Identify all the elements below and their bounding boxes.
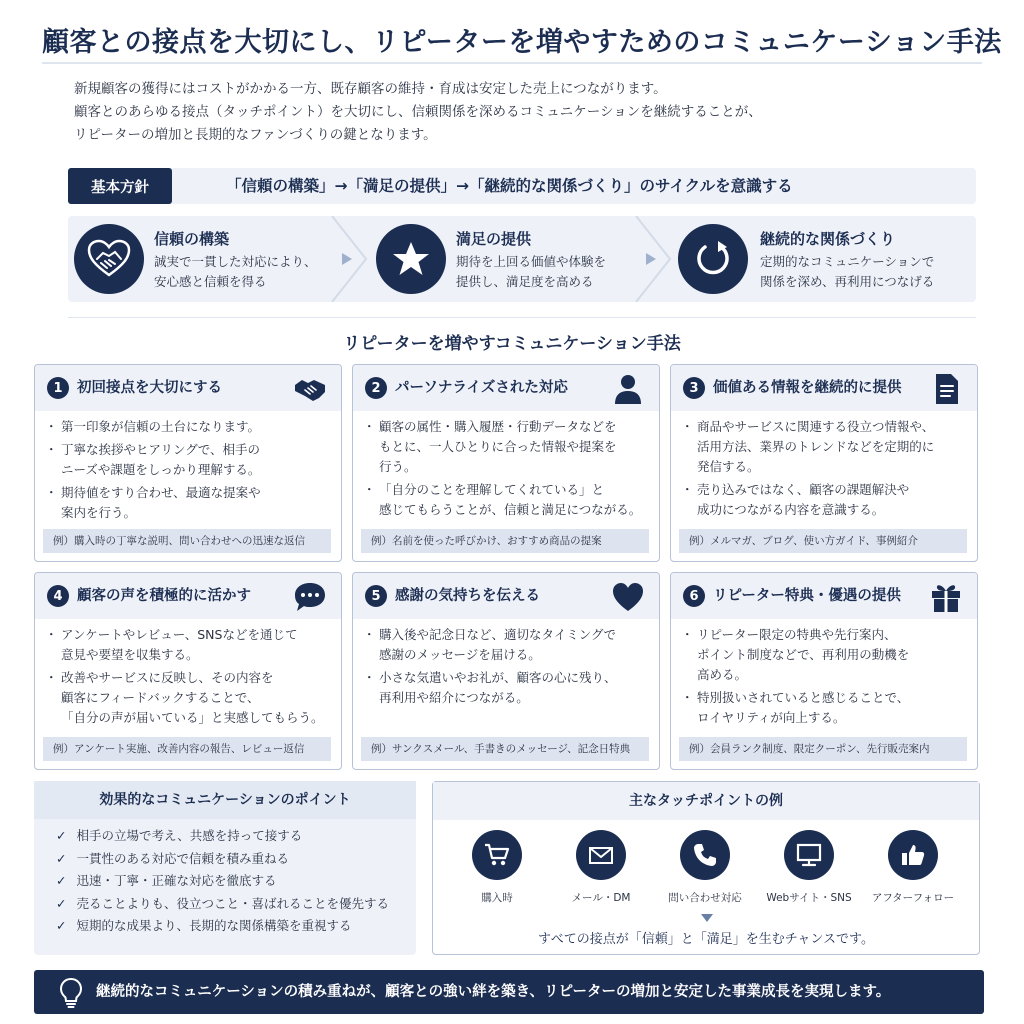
card-header (671, 573, 977, 619)
cycle-desc-line: 安心感と信頼を得る (154, 274, 267, 289)
handshake-heart-icon (74, 224, 144, 294)
method-card-6 (670, 572, 978, 770)
card-header (671, 365, 977, 411)
card-bullet: ・ 購入後や記念日など、適切なタイミングで 感謝のメッセージを届ける。 (367, 625, 657, 665)
policy-label: 基本方針 (68, 168, 172, 204)
intro-line: 新規顧客の獲得にはコストがかかる一方、既存顧客の維持・育成は安定した売上につながります。 (74, 81, 667, 97)
touchpoint-inquiry (655, 830, 755, 905)
touchpoint-label: 問い合わせ対応 (668, 892, 742, 904)
cycle-desc-line: 関係を深め、再利用につなげる (760, 274, 935, 289)
point-item: ✓ 売ることよりも、役立つこと・喜ばれることを優先する (56, 895, 389, 911)
card-bullet: ・ 第一印象が信頼の土台になります。 (49, 417, 339, 437)
policy-text: 「信頼の構築」→「満足の提供」→「継続的な関係づくり」のサイクルを意識する (226, 177, 793, 195)
thumbs-up-icon (888, 830, 938, 880)
check-icon: ✓ (56, 895, 67, 911)
card-example: 例）会員ランク制度、限定クーポン、先行販売案内 (679, 737, 967, 761)
banner-text: 継続的なコミュニケーションの積み重ねが、顧客との強い絆を築き、リピーターの増加と安定した事業成長を実現します。 (96, 984, 891, 1000)
card-body (367, 417, 657, 523)
cycle-title: 信頼の構築 (154, 230, 230, 248)
card-example: 例）購入時の丁寧な説明、問い合わせへの迅速な返信 (43, 529, 331, 553)
touchpoint-label: 購入時 (481, 892, 513, 904)
method-card-5 (352, 572, 660, 770)
chevron-right-icon (634, 216, 674, 302)
handshake-icon (293, 372, 327, 406)
card-bullet: ・ 小さな気遣いやお礼が、顧客の心に残り、 再利用や紹介につながる。 (367, 668, 657, 708)
policy-bar (68, 168, 976, 204)
card-bullet: ・ アンケートやレビュー、SNSなどを通じて 意見や要望を収集する。 (49, 625, 339, 665)
card-example: 例）アンケート実施、改善内容の報告、レビュー返信 (43, 737, 331, 761)
card-number: 5 (365, 585, 387, 607)
chevron-right-icon (330, 216, 370, 302)
touchpoint-purchase (447, 830, 547, 905)
person-icon (611, 372, 645, 406)
point-item: ✓ 短期的な成果より、長期的な関係構築を重視する (56, 918, 352, 933)
document-icon (929, 372, 963, 406)
cycle-desc-line: 提供し、満足度を高める (456, 274, 594, 289)
cycle-desc (154, 252, 317, 292)
cycle-step-satisfaction (374, 216, 664, 302)
card-header (35, 365, 341, 411)
card-title: 初回接点を大切にする (77, 380, 222, 396)
method-card-2 (352, 364, 660, 562)
triangle-down-icon (701, 914, 713, 922)
page-title: 顧客との接点を大切にし、リピーターを増やすためのコミュニケーション手法 (42, 27, 1002, 58)
card-header (353, 365, 659, 411)
intro-line: 顧客とのあらゆる接点（タッチポイント）を大切にし、信頼関係を深めるコミュニケーションを継続することが、 (74, 104, 762, 120)
cycle-panel (68, 216, 976, 302)
card-number: 4 (47, 585, 69, 607)
intro-text (74, 78, 954, 147)
card-example: 例）サンクスメール、手書きのメッセージ、記念日特典 (361, 737, 649, 761)
card-header (353, 573, 659, 619)
card-body (49, 625, 339, 731)
card-header (35, 573, 341, 619)
card-body (685, 625, 975, 731)
conclusion-banner (34, 970, 984, 1014)
monitor-icon (784, 830, 834, 880)
cycle-desc-line: 定期的なコミュニケーションで (760, 254, 935, 269)
touchpoints-panel (432, 781, 980, 955)
points-list (56, 825, 389, 938)
card-bullet: ・ 特別扱いされていると感じることで、 ロイヤリティが向上する。 (685, 688, 975, 728)
speech-bubble-icon (293, 580, 327, 614)
cycle-desc (760, 252, 934, 292)
mail-icon (576, 830, 626, 880)
cycle-step-relationship (674, 216, 974, 302)
points-title: 効果的なコミュニケーションのポイント (34, 781, 416, 819)
lightbulb-icon (56, 976, 86, 1008)
touchpoint-aftercare (863, 830, 963, 905)
touchpoint-label: メール・DM (571, 892, 631, 904)
card-bullet: ・ 顧客の属性・購入履歴・行動データなどを もとに、一人ひとりに合った情報や提案を 行う。 (367, 417, 657, 477)
card-bullet: ・ 商品やサービスに関連する役立つ情報や、 活用方法、業界のトレンドなどを定期的に 発信する。 (685, 417, 975, 477)
touchpoint-label: アフターフォロー (871, 892, 955, 904)
card-title: 顧客の声を積極的に活かす (77, 588, 251, 604)
touchpoint-label: Webサイト・SNS (766, 892, 852, 904)
section-divider (68, 317, 976, 318)
method-card-3 (670, 364, 978, 562)
method-card-1 (34, 364, 342, 562)
star-icon (376, 224, 446, 294)
touchpoint-web (759, 830, 859, 905)
touchpoints-title: 主なタッチポイントの例 (433, 782, 979, 820)
card-example: 例）メルマガ、ブログ、使い方ガイド、事例紹介 (679, 529, 967, 553)
card-title: パーソナライズされた対応 (395, 380, 568, 396)
cart-icon (472, 830, 522, 880)
card-body (367, 625, 657, 711)
cycle-desc-line: 誠実で一貫した対応により、 (154, 254, 317, 269)
gift-icon (929, 580, 963, 614)
title-divider (42, 62, 982, 64)
cycle-desc (456, 252, 606, 292)
heart-icon (611, 580, 645, 614)
card-number: 2 (365, 377, 387, 399)
intro-line: リピーターの増加と長期的なファンづくりの鍵となります。 (74, 127, 437, 143)
point-item: ✓ 相手の立場で考え、共感を持って接する (56, 828, 303, 843)
touchpoints-footer: すべての接点が「信頼」と「満足」を生むチャンスです。 (538, 932, 874, 947)
methods-title: リピーターを増やすコミュニケーション手法 (343, 334, 681, 354)
point-item: ✓ 一貫性のある対応で信頼を積み重ねる (56, 850, 289, 866)
card-bullet: ・ 丁寧な挨拶やヒアリングで、相手の ニーズや課題をしっかり理解する。 (49, 440, 339, 480)
phone-icon (680, 830, 730, 880)
card-number: 6 (683, 585, 705, 607)
card-bullet: ・ リピーター限定の特典や先行案内、 ポイント制度などで、再利用の動機を 高める。 (685, 625, 975, 685)
point-item: ✓ 迅速・丁寧・正確な対応を徹底する (56, 873, 277, 888)
method-card-4 (34, 572, 342, 770)
card-bullet: ・ 期待値をすり合わせ、最適な提案や 案内を行う。 (49, 483, 339, 523)
points-panel (34, 781, 416, 955)
cycle-title: 継続的な関係づくり (760, 230, 896, 248)
cycle-title: 満足の提供 (456, 230, 532, 248)
cycle-desc-line: 期待を上回る価値や体験を (456, 254, 607, 269)
cycle-step-trust (68, 216, 358, 302)
card-title: リピーター特典・優遇の提供 (713, 588, 901, 604)
check-icon: ✓ (56, 850, 67, 866)
check-icon: ✓ (56, 828, 67, 843)
card-example: 例）名前を使った呼びかけ、おすすめ商品の提案 (361, 529, 649, 553)
card-title: 感謝の気持ちを伝える (395, 588, 540, 604)
card-bullet: ・ 売り込みではなく、顧客の課題解決や 成功につながる内容を意識する。 (685, 480, 975, 520)
card-body (49, 417, 339, 526)
card-title: 価値ある情報を継続的に提供 (713, 380, 902, 396)
card-bullet: ・ 「自分のことを理解してくれている」と 感じてもらうことが、信頼と満足につながる。 (367, 480, 657, 520)
cycle-icon (678, 224, 748, 294)
card-bullet: ・ 改善やサービスに反映し、その内容を 顧客にフィードバックすることで、 「自分の声が届いている」と実感してもらう。 (49, 668, 339, 728)
touchpoint-mail (551, 830, 651, 905)
card-body (685, 417, 975, 523)
check-icon: ✓ (56, 873, 67, 888)
card-number: 3 (683, 377, 705, 399)
check-icon: ✓ (56, 918, 67, 933)
card-number: 1 (47, 377, 69, 399)
